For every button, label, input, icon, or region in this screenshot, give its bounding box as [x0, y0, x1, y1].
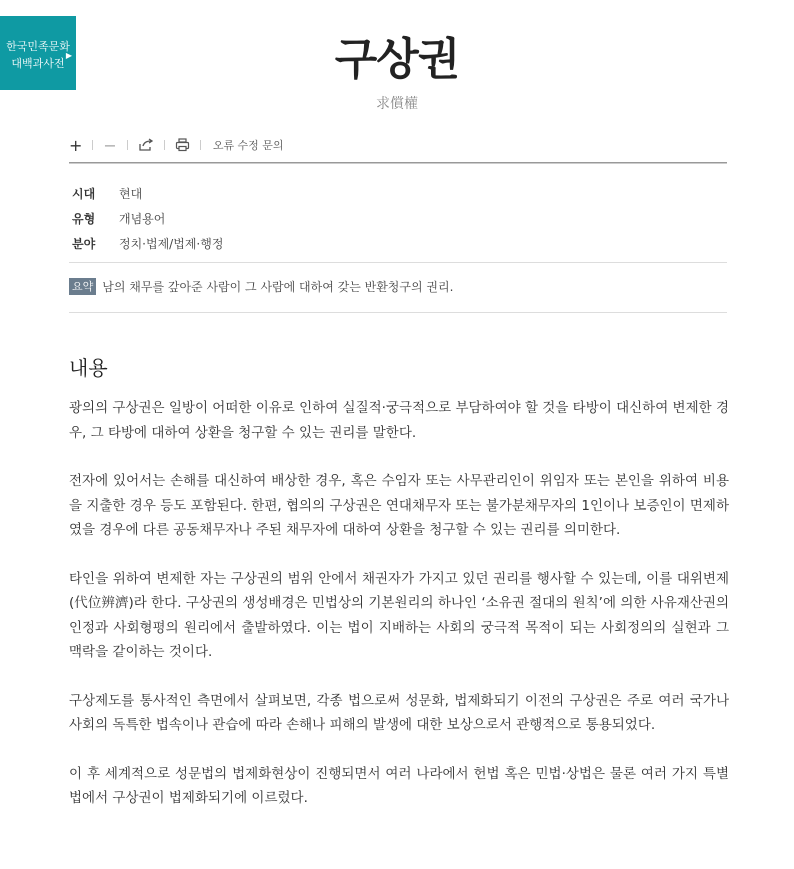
meta-divider — [69, 262, 727, 263]
print-icon[interactable] — [175, 136, 190, 154]
meta-value: 현대 — [119, 187, 143, 201]
meta-row-type — [72, 206, 223, 231]
summary-badge: 요약 — [69, 278, 96, 295]
zoom-out-icon[interactable]: − — [103, 135, 117, 155]
page-title-hanja: 求償權 — [376, 96, 418, 112]
body-paragraph: 구상제도를 통사적인 측면에서 살펴보면, 각종 법으로써 성문화, 법제화되기 이전의 구상권은 주로 여러 국가나 사회의 독특한 법속이나 관습에 따라 손해나 피해의 발생에 대한 보상으로서 관행적으로 통용되었다. — [69, 692, 729, 733]
body-paragraph: 이 후 세계적으로 성문법의 법제화현상이 진행되면서 여러 나라에서 헌법 혹은 민법·상법은 물론 여러 가지 특별법에서 구상권이 법제화되기에 이르렀다. — [69, 765, 729, 806]
toolbar-divider — [127, 140, 128, 150]
body-paragraph: 광의의 구상권은 일방이 어떠한 이유로 인하여 실질적·궁극적으로 부담하여야 할 것을 타방이 대신하여 변제한 경우, 그 타방에 대하여 상환을 청구할 수 있는 권리를 말한다. — [69, 400, 729, 441]
toolbar-divider — [200, 140, 201, 150]
report-error-link[interactable]: 오류 수정 문의 — [212, 139, 284, 152]
body-paragraph: 전자에 있어서는 손해를 대신하여 배상한 경우, 혹은 수임자 또는 사무관리인이 위임자 또는 본인을 위하여 비용을 지출한 경우 등도 포함된다. 한편, 협의의 구상권은 연대채무자 또는 불가분채무자의 1인이나 보증인이 면제하였을 경우에 다른 공동채무자나 주된 채무자에 대하여 상환을 청구할 수 있는 권리를 의미한다. — [69, 473, 729, 538]
summary-divider — [69, 312, 727, 313]
section-title: 내용 — [69, 356, 108, 380]
meta-row-era — [72, 181, 223, 206]
meta-value: 정치·법제/법제·행정 — [119, 237, 224, 251]
chevron-right-icon: ▶ — [65, 51, 72, 60]
zoom-in-icon[interactable]: + — [69, 135, 83, 155]
logo-line2: 대백과사전 — [11, 57, 65, 70]
meta-row-field — [72, 231, 223, 256]
header-divider — [69, 162, 727, 164]
body-paragraph: 타인을 위하여 변제한 자는 구상권의 범위 안에서 채권자가 가지고 있던 권리를 행사할 수 있는데, 이를 대위변제(代位辨濟)라 한다. 구상권의 생성배경은 민법상의 기본원리의 하나인 ‘소유권 절대의 원칙’에 의한 사유재산권의 인정과 사회형평의 원리에서 출발하였다. 이는 법이 지배하는 사회의 궁극적 목적이 되는 사회정의의 실현과 그 맥락을 같이하는 것이다. — [69, 570, 729, 660]
article-toolbar — [69, 136, 727, 154]
meta-key: 분야 — [72, 237, 96, 251]
article-body — [69, 396, 729, 835]
summary-text: 남의 채무를 갚아준 사람이 그 사람에 대하여 갖는 반환청구의 권리. — [102, 280, 454, 294]
meta-value: 개념용어 — [119, 212, 166, 226]
summary — [69, 278, 453, 295]
meta-key: 시대 — [72, 187, 96, 201]
share-icon[interactable] — [138, 136, 154, 154]
page-title: 구상권 — [334, 34, 460, 85]
article-meta — [72, 181, 223, 256]
toolbar-divider — [92, 140, 93, 150]
meta-key: 유형 — [72, 212, 96, 226]
toolbar-divider — [164, 140, 165, 150]
logo-line1: 한국민족문화 — [6, 40, 70, 53]
